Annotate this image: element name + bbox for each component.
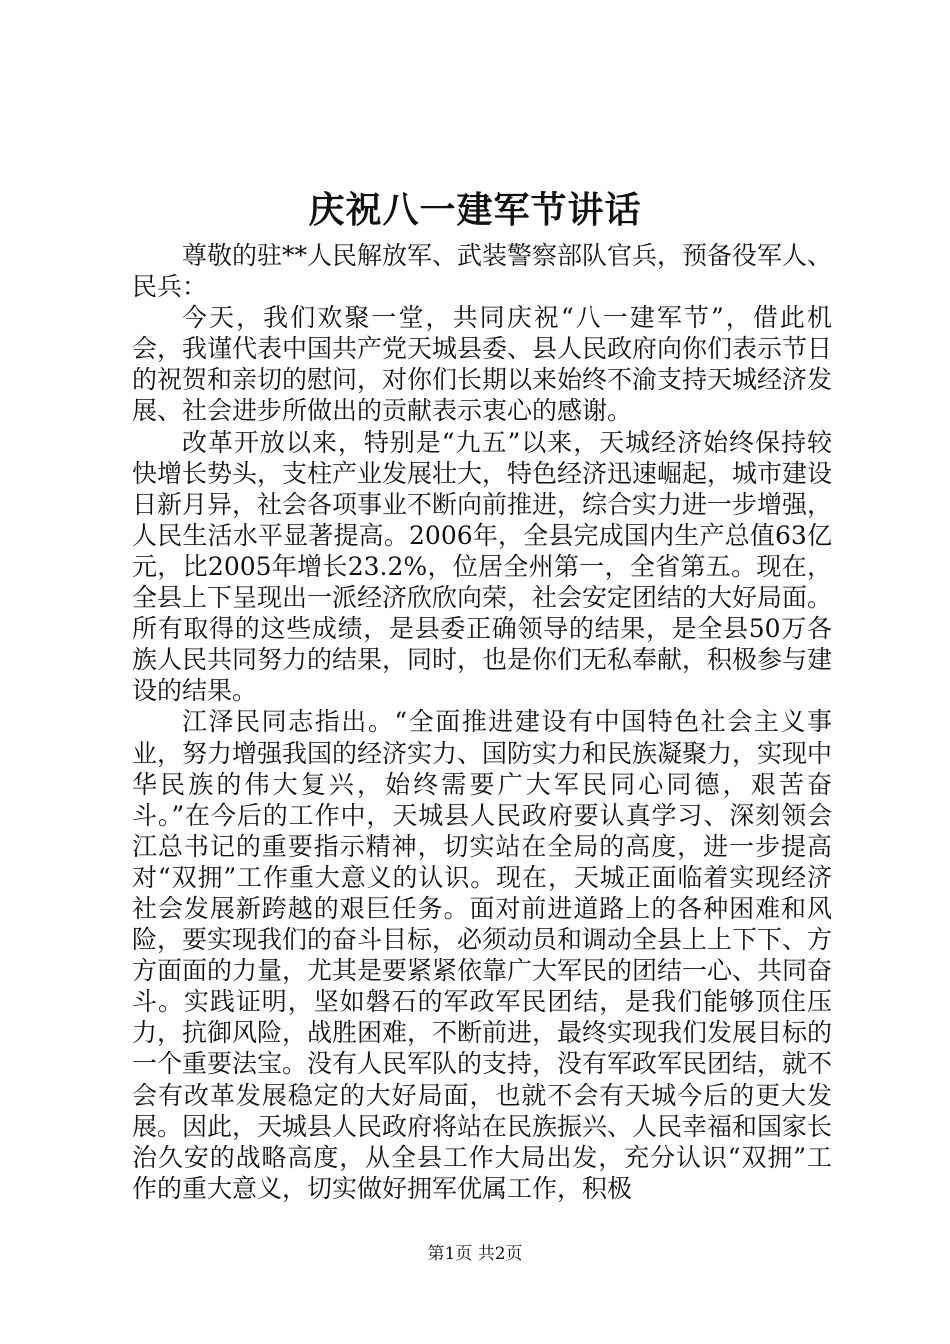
document-body: [132, 240, 832, 1204]
paragraph-salutation: 尊敬的驻**人民解放军、武装警察部队官兵，预备役军人、民兵：: [132, 241, 833, 302]
paragraph-greeting: 今天，我们欢聚一堂，共同庆祝“八一建军节”，借此机会，我谨代表中国共产党天城县委、县人民政府向你们表示节日的祝贺和亲切的慰问，对你们长期以来始终不渝支持天城经济发展、社会进步所做出的贡献表示衷心的感谢。: [132, 303, 833, 426]
page-number-footer: 第1页 共2页: [427, 1244, 523, 1264]
paragraph-achievements: 改革开放以来，特别是“九五”以来，天城经济始终保持较快增长势头，支柱产业发展壮大，特色经济迅速崛起，城市建设日新月异，社会各项事业不断向前推进，综合实力进一步增强，人民生活水平显著提高。2006年，全县完成国内生产总值63亿元，比2005年增长23.2%，位居全州第一，全省第五。现在，全县上下呈现出一派经济欣欣向荣，社会安定团结的大好局面。所有取得的这些成绩，是县委正确领导的结果，是全县50万各族人民共同努力的结果，同时，也是你们无私奉献，积极参与建设的结果。: [132, 427, 833, 706]
document-title: 庆祝八一建军节讲话: [308, 189, 642, 231]
paragraph-military-civilian-unity: 江泽民同志指出。“全面推进建设有中国特色社会主义事业，努力增强我国的经济实力、国防实力和民族凝聚力，实现中华民族的伟大复兴，始终需要广大军民同心同德，艰苦奋斗。”在今后的工作中，天城县人民政府要认真学习、深刻领会江总书记的重要指示精神，切实站在全局的高度，进一步提高对“双拥”工作重大意义的认识。现在，天城正面临着实现经济社会发展新跨越的艰巨任务。面对前进道路上的各种困难和风险，要实现我们的奋斗目标，必须动员和调动全县上上下下、方方面面的力量，尤其是要紧紧依靠广大军民的团结一心、共同奋斗。实践证明，坚如磐石的军政军民团结，是我们能够顶住压力，抗御风险，战胜困难，不断前进，最终实现我们发展目标的一个重要法宝。没有人民军队的支持，没有军政军民团结，就不会有改革发展稳定的大好局面，也就不会有天城今后的更大发展。因此，天城县人民政府将站在民族振兴、人民幸福和国家长治久安的战略高度，从全县工作大局出发，充分认识“双拥”工作的重大意义，切实做好拥军优属工作，积极: [132, 707, 833, 1203]
